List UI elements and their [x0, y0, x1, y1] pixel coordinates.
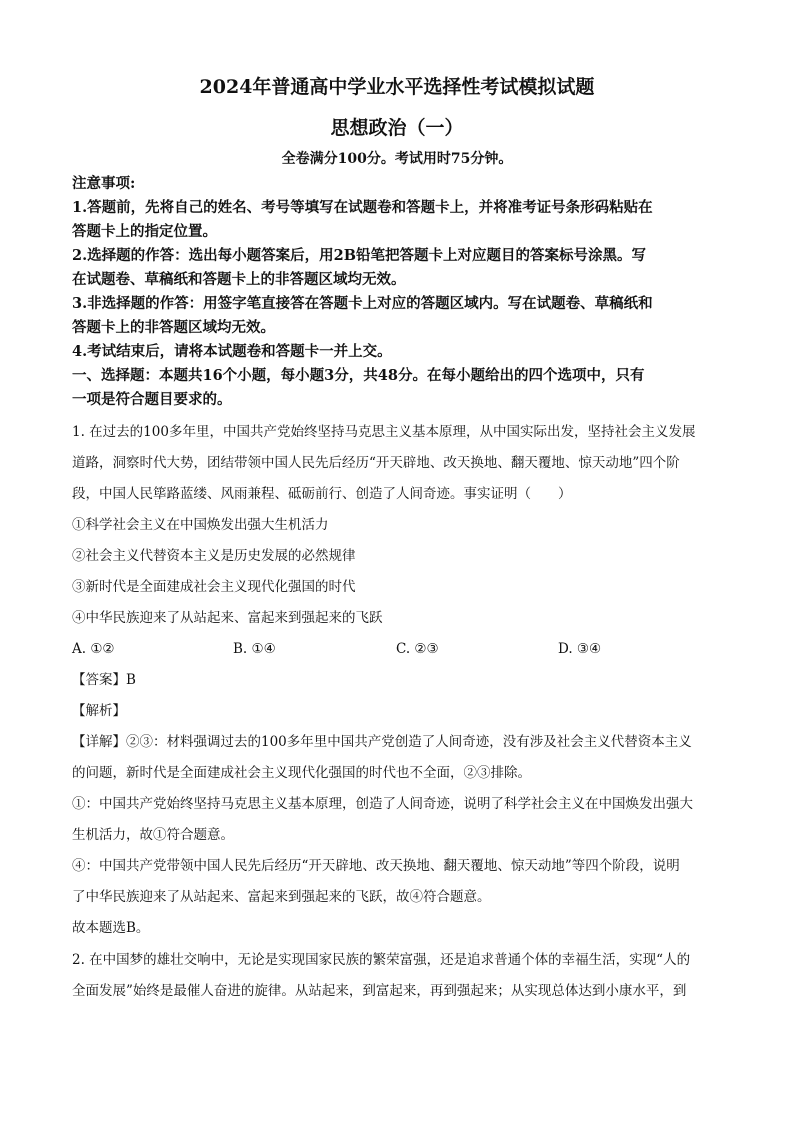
q1-analysis-line-2: 的问题，新时代是全面建成社会主义现代化强国的时代也不全面，②③排除。: [72, 765, 531, 781]
q1-options: [72, 641, 724, 665]
notice-block: [72, 172, 724, 412]
q1-option-d: D. ③④: [558, 641, 602, 657]
notice-item-3-line-1: 3.非选择题的作答：用签字笔直接答在答题卡上对应的答题区域内。写在试题卷、草稿纸和: [72, 295, 653, 312]
q1-statement-4: ④中华民族迎来了从站起来、富起来到强起来的飞跃: [72, 610, 383, 626]
q1-statement-2: ②社会主义代替资本主义是历史发展的必然规律: [72, 548, 356, 564]
q1-option-c: C. ②③: [396, 641, 439, 657]
notice-item-4: 4.考试结束后，请将本试题卷和答题卡一并上交。: [72, 343, 392, 360]
notice-item-2-line-2: 在试题卷、草稿纸和答题卡上的非答题区域均无效。: [72, 271, 406, 288]
notice-item-3-line-2: 答题卡上的非答题区域均无效。: [72, 319, 275, 336]
notice-item-2-line-1: 2.选择题的作答：选出每小题答案后，用2B铅笔把答题卡上对应题目的答案标号涂黑。写: [72, 247, 646, 264]
q1-analysis-line-5: ④：中国共产党带领中国人民先后经历“开天辟地、改天换地、翻天覆地、惊天动地”等四个阶段，说明: [72, 858, 680, 874]
q1-answer: 【答案】B: [72, 672, 136, 688]
exam-info: 全卷满分100分。考试用时75分钟。: [281, 151, 513, 167]
q1-statement-3: ③新时代是全面建成社会主义现代化强国的时代: [72, 579, 356, 595]
q1-stem-line-1: 1. 在过去的100多年里，中国共产党始终坚持马克思主义基本原理，从中国实际出发，坚持社会主义发展: [72, 424, 696, 440]
section-heading-line-1: 一、选择题：本题共16个小题，每小题3分，共48分。在每小题给出的四个选项中，只有: [72, 367, 645, 384]
q1-analysis-line-7: 故本题选B。: [72, 920, 150, 936]
notice-item-1-line-2: 答题卡上的指定位置。: [72, 223, 217, 240]
q1-option-b: B. ①④: [233, 641, 276, 657]
q1-analysis-label: 【解析】: [72, 703, 126, 719]
q1-analysis-line-1: 【详解】②③：材料强调过去的100多年里中国共产党创造了人间奇迹，没有涉及社会主义代替资本主义: [72, 734, 692, 750]
q1-analysis-line-3: ①：中国共产党始终坚持马克思主义基本原理，创造了人间奇迹，说明了科学社会主义在中国焕发出强大: [72, 796, 693, 812]
section-heading-line-2: 一项是符合题目要求的。: [72, 391, 232, 408]
question-2-stem: [72, 945, 724, 1007]
question-1-solution: [72, 665, 724, 944]
question-1-stem: [72, 417, 724, 634]
q1-stem-line-3: 段，中国人民筚路蓝缕、风雨兼程、砥砺前行、创造了人间奇迹。事实证明（ ）: [72, 486, 572, 502]
exam-subject: 思想政治（一）: [330, 117, 464, 139]
q1-option-a: A. ①②: [72, 641, 115, 657]
exam-title: 2024年普通高中学业水平选择性考试模拟试题: [199, 76, 595, 98]
q1-stem-line-2: 道路，洞察时代大势，团结带领中国人民先后经历“开天辟地、改天换地、翻天覆地、惊天动地”四个阶: [72, 455, 680, 471]
q2-stem-line-1: 2. 在中国梦的雄壮交响中，无论是实现国家民族的繁荣富强，还是追求普通个体的幸福生活，实现“人的: [72, 952, 691, 968]
notice-heading: 注意事项:: [72, 175, 136, 192]
q2-stem-line-2: 全面发展”始终是最催人奋进的旋律。从站起来，到富起来，再到强起来；从实现总体达到小康水平，到: [72, 983, 687, 999]
q1-analysis-line-6: 了中华民族迎来了从站起来、富起来到强起来的飞跃，故④符合题意。: [72, 889, 491, 905]
notice-item-1-line-1: 1.答题前，先将自己的姓名、考号等填写在试题卷和答题卡上，并将准考证号条形码粘贴在: [72, 199, 653, 216]
q1-statement-1: ①科学社会主义在中国焕发出强大生机活力: [72, 517, 329, 533]
q1-analysis-line-4: 生机活力，故①符合题意。: [72, 827, 234, 843]
